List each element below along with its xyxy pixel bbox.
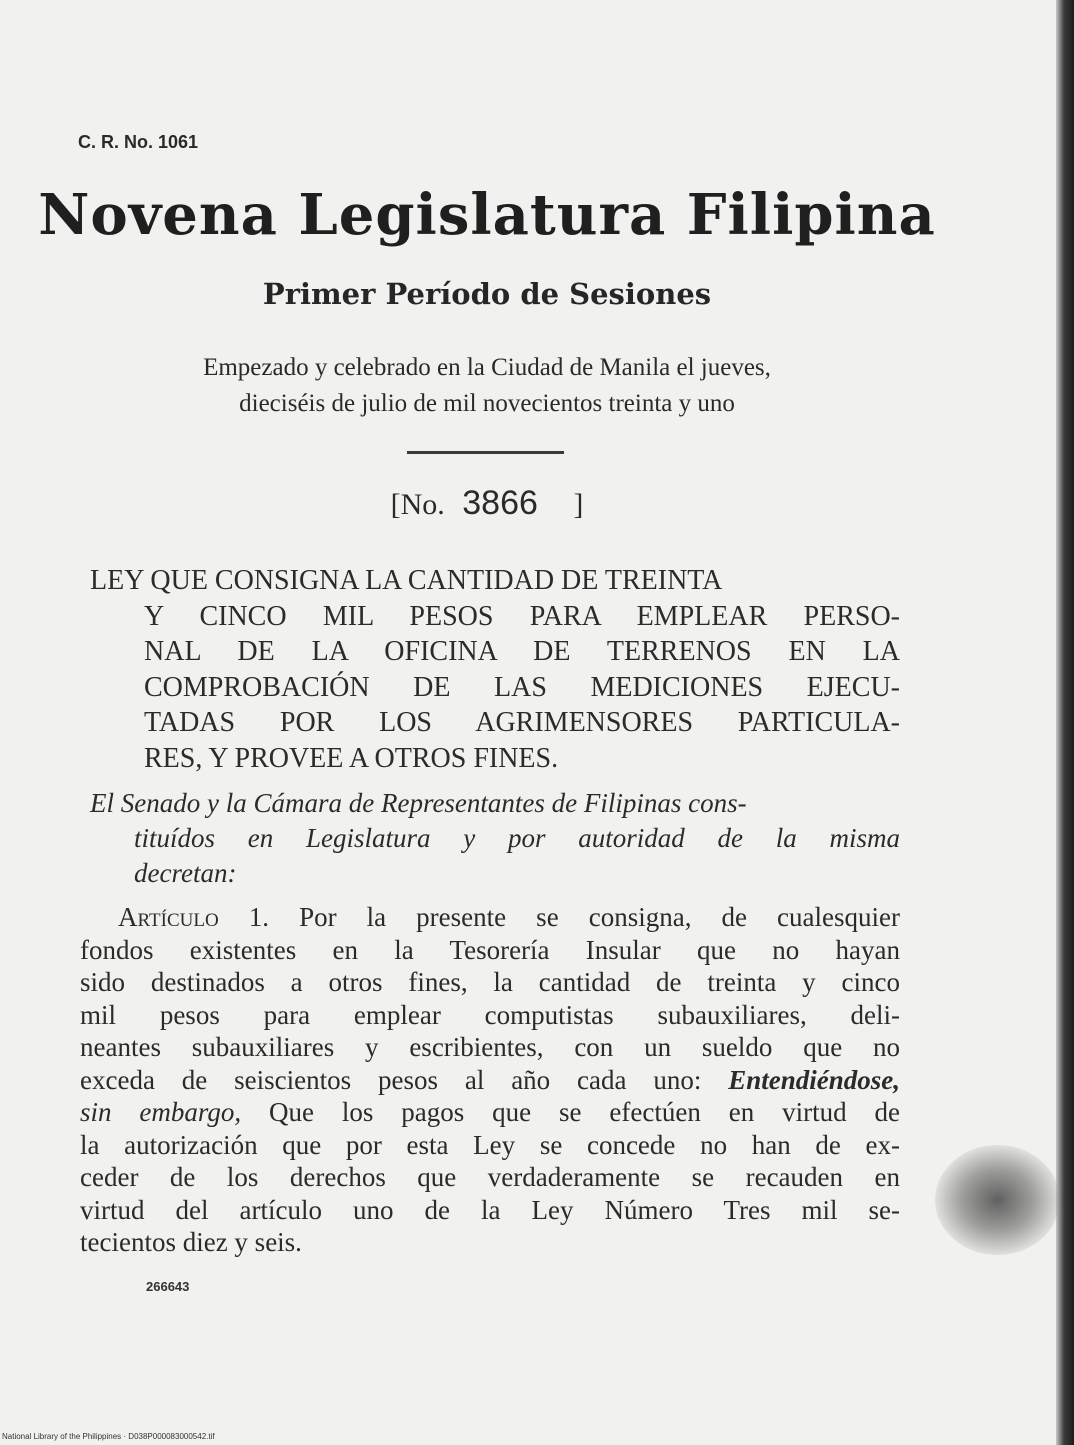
- proviso-keyword: Entendiéndose,: [728, 1064, 901, 1095]
- enacting-clause-line: El Senado y la Cámara de Representantes de Filipinas cons-: [90, 788, 747, 818]
- article-text: exceda de seiscientos pesos al año cada uno:: [80, 1064, 702, 1095]
- article-heading: Artículo 1.: [118, 902, 269, 932]
- article-line: ceder de los derechos que verdaderamente se recauden en: [80, 1162, 900, 1192]
- act-title: [90, 563, 900, 776]
- article-line: tecientos diez y seis.: [80, 1227, 302, 1257]
- act-title-line: Y CINCO MIL PESOS PARA EMPLEAR PERSO-: [144, 600, 900, 632]
- article-line: [80, 901, 900, 934]
- act-title-line: COMPROBACIÓN DE LAS MEDICIONES EJECU-: [144, 671, 900, 703]
- act-title-line: TADAS POR LOS AGRIMENSORES PARTICULA-: [144, 707, 900, 738]
- act-title-line: LEY QUE CONSIGNA LA CANTIDAD DE TREINTA: [90, 565, 723, 596]
- article-1: [80, 901, 900, 1259]
- article-line: sido destinados a otros fines, la cantidad de treinta y cinco: [80, 967, 900, 997]
- article-line: [80, 1064, 900, 1097]
- enacting-clause: [90, 786, 900, 891]
- enacting-clause-line: tituídos en Legislatura y por autoridad de la misma: [134, 823, 900, 853]
- cr-number: C. R. No. 1061: [78, 132, 199, 152]
- act-number-prefix: [No.: [390, 488, 445, 521]
- article-line: mil pesos para emplear computistas subauxiliares, deli-: [80, 999, 900, 1030]
- enacting-clause-line: decretan:: [134, 858, 237, 888]
- article-line: la autorización que por esta Ley se concede no han de ex-: [80, 1129, 900, 1160]
- print-code: 266643: [146, 1279, 190, 1294]
- article-line: [80, 1096, 900, 1129]
- dateline: [0, 350, 974, 422]
- act-title-line: RES, Y PROVEE A OTROS FINES.: [144, 742, 559, 774]
- act-number: [0, 484, 974, 523]
- footer-credit: National Library of the Philippines · D038P000083000542.tif: [2, 1432, 215, 1441]
- act-number-suffix: ]: [573, 488, 584, 521]
- article-text: Que los pagos que se efectúen en virtud de: [269, 1097, 900, 1127]
- ink-smudge: [935, 1145, 1060, 1255]
- article-line: fondos existentes en la Tesorería Insular que no hayan: [80, 934, 900, 965]
- article-text: Por la presente se consigna, de cualesquier: [299, 902, 900, 932]
- act-number-value: 3866: [462, 484, 538, 522]
- article-line: virtud del artículo uno de la Ley Número Tres mil se-: [80, 1194, 900, 1225]
- session-title: Primer Período de Sesiones: [262, 277, 712, 311]
- proviso-qualifier: sin embargo,: [80, 1097, 242, 1127]
- page-binding-edge: [1056, 0, 1074, 1445]
- dateline-line: dieciséis de julio de mil novecientos treinta y uno: [239, 390, 735, 417]
- act-title-line: NAL DE LA OFICINA DE TERRENOS EN LA: [144, 636, 900, 667]
- article-line: neantes subauxiliares y escribientes, con un sueldo que no: [80, 1032, 900, 1062]
- legislature-title: Novena Legislatura Filipina: [38, 182, 936, 248]
- dateline-line: Empezado y celebrado en la Ciudad de Manila el jueves,: [203, 354, 771, 381]
- title-divider: [407, 451, 564, 454]
